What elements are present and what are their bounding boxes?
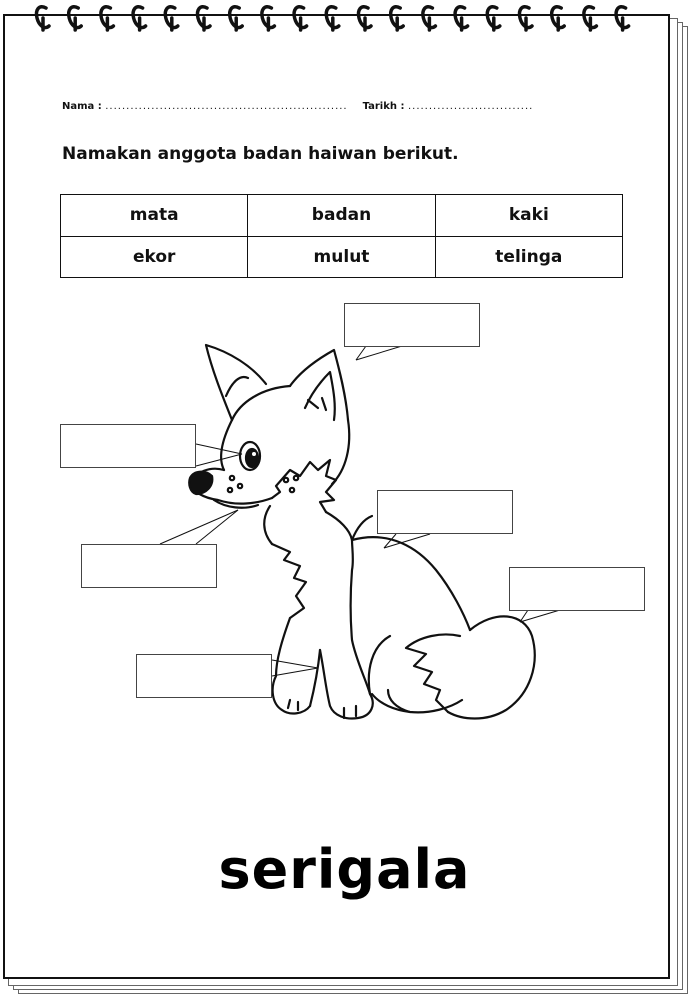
answer-box-tail[interactable] (509, 567, 645, 611)
answer-box-mouth[interactable] (81, 544, 217, 588)
name-label: Nama : (62, 101, 102, 112)
word-cell: mata (61, 195, 248, 237)
animal-name-title: serigala (218, 838, 471, 901)
date-label: Tarikh : (362, 101, 405, 112)
answer-box-eye[interactable] (60, 424, 196, 468)
word-cell: badan (248, 195, 435, 237)
word-cell: telinga (435, 236, 622, 278)
name-field[interactable]: .......................................................... (105, 101, 348, 112)
date-field[interactable]: .............................. (407, 101, 534, 112)
word-cell: ekor (61, 236, 248, 278)
instruction-text: Namakan anggota badan haiwan berikut. (62, 144, 459, 164)
word-cell: kaki (435, 195, 622, 237)
answer-box-leg[interactable] (136, 654, 272, 698)
answer-box-body[interactable] (377, 490, 513, 534)
answer-box-ear[interactable] (344, 303, 480, 347)
word-cell: mulut (248, 236, 435, 278)
